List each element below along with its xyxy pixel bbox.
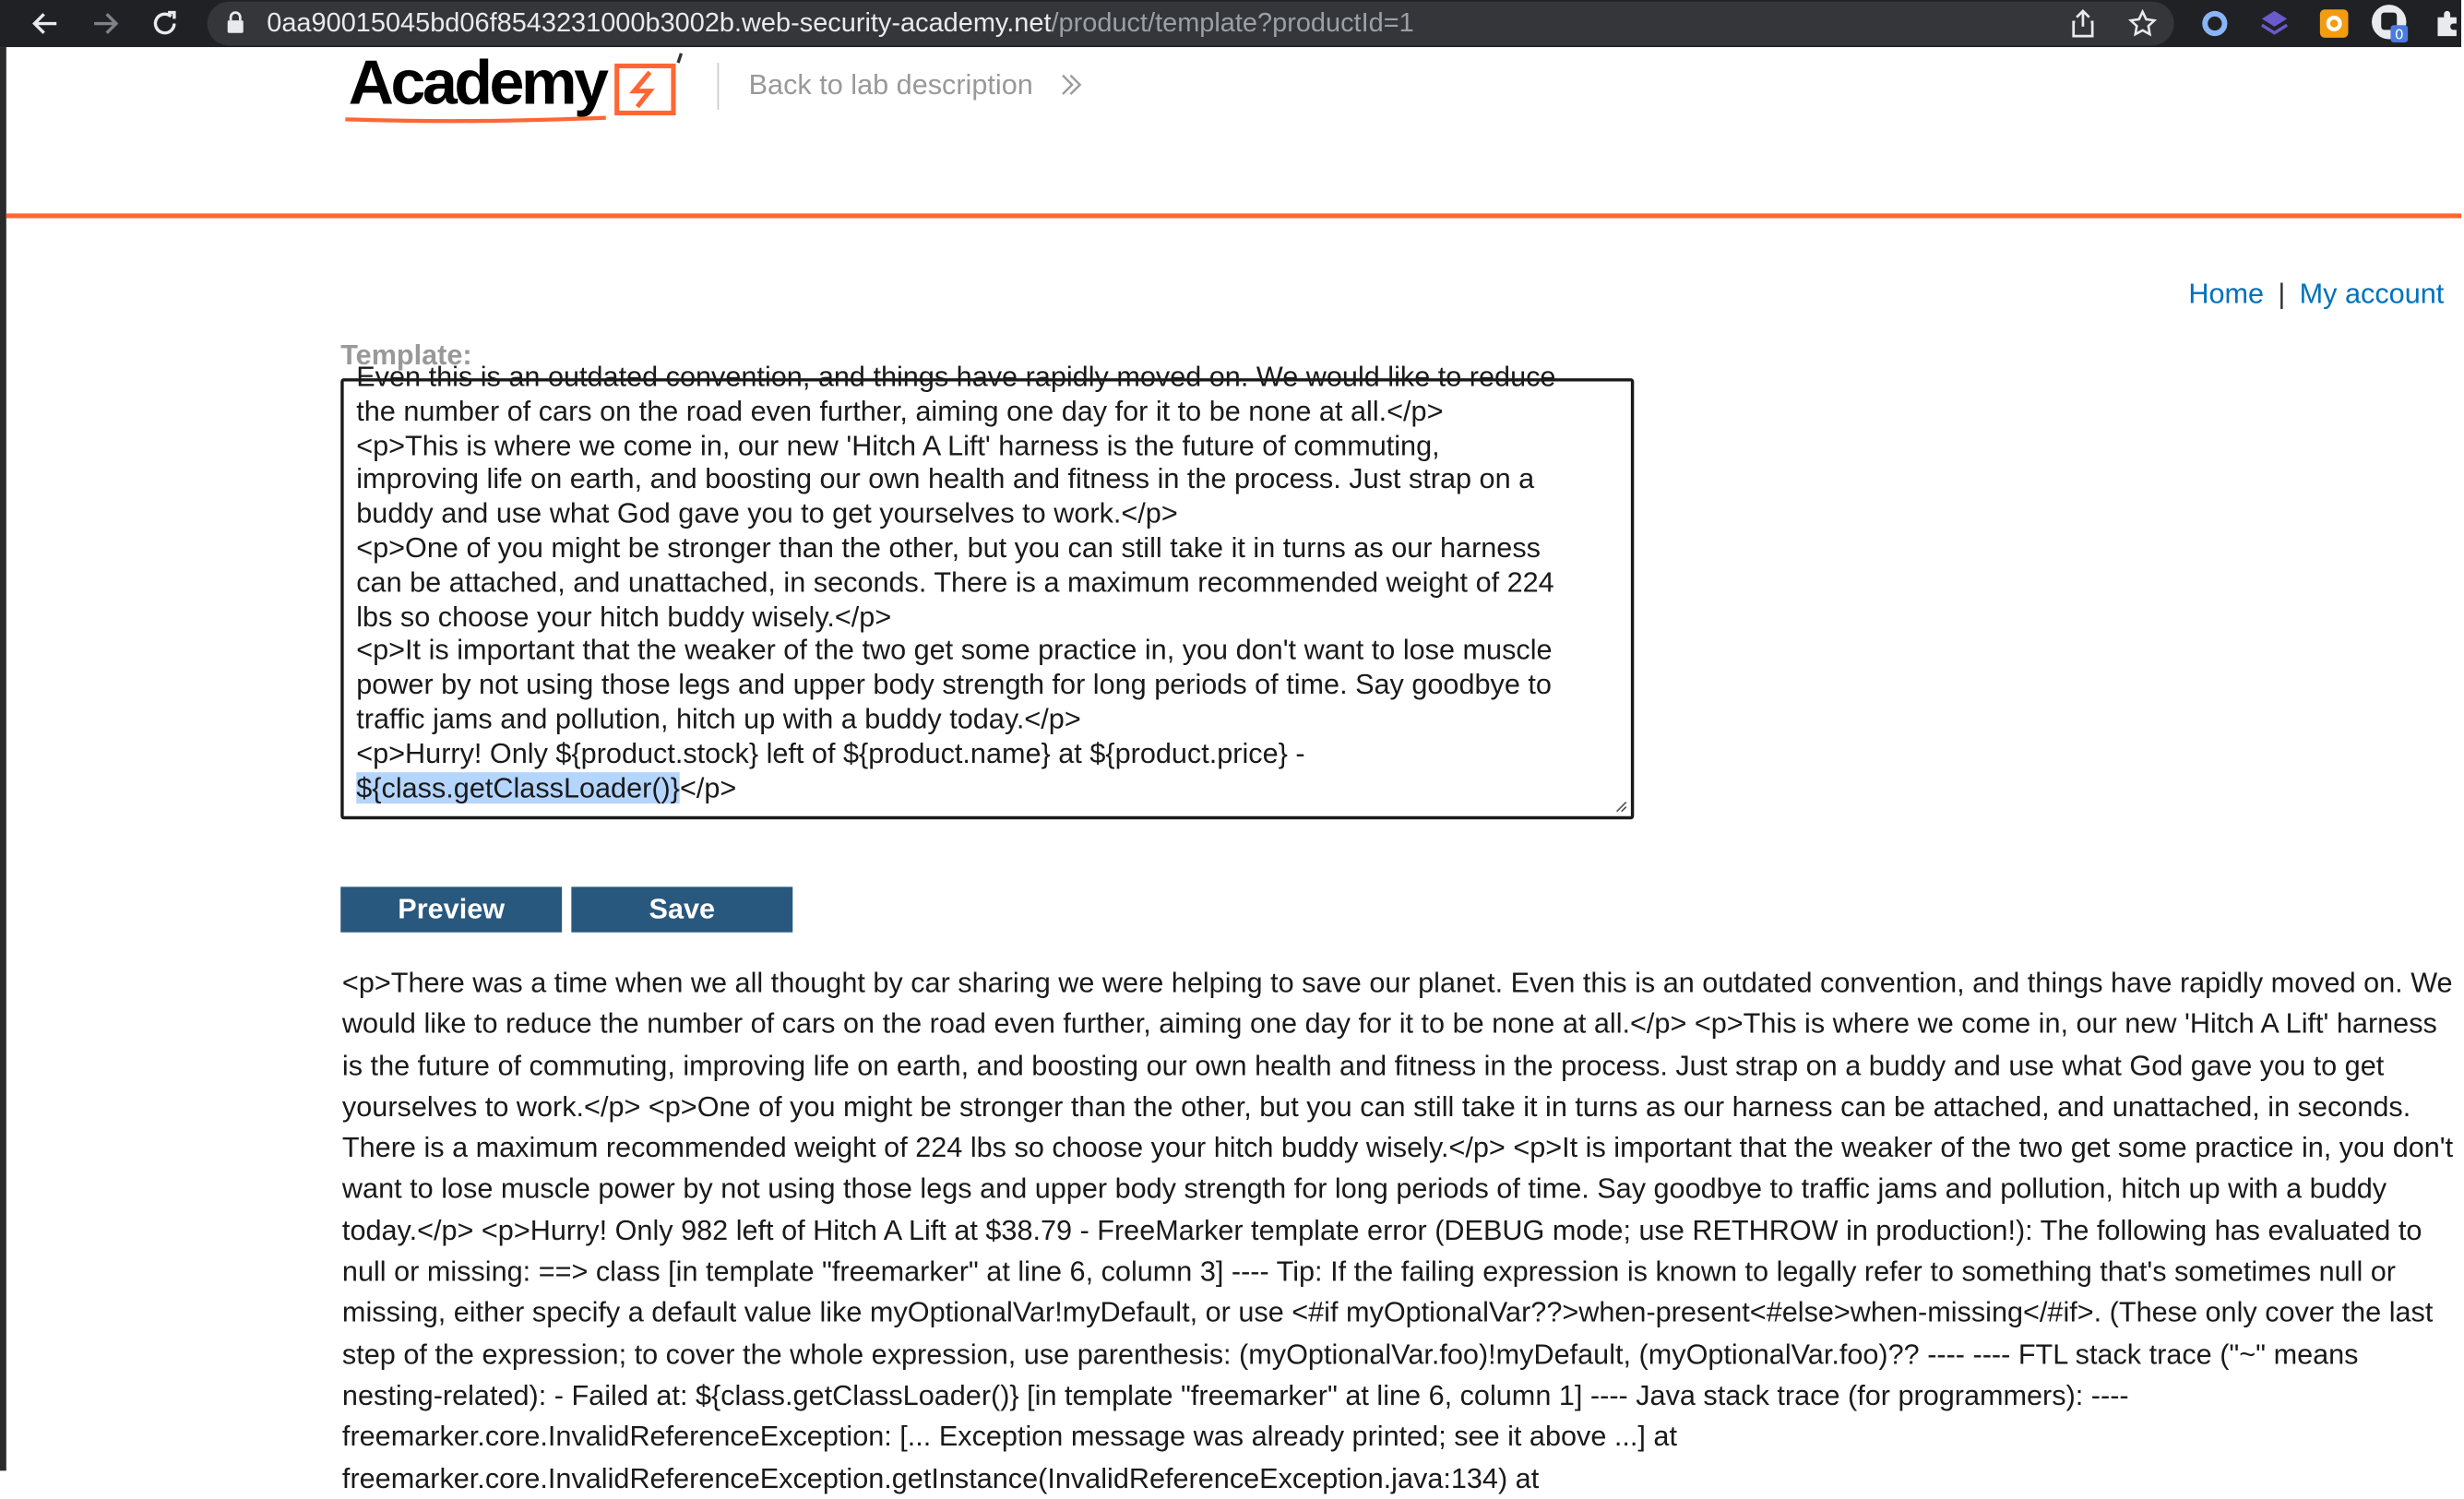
address-bar[interactable] <box>208 2 2174 46</box>
extension-badge-count: 0 <box>2394 26 2404 43</box>
browser-toolbar <box>0 0 2461 47</box>
template-line: buddy and use what God gave you to get yourselves to work.</p> <box>356 497 1178 529</box>
selected-expression: ${class.getClassLoader()} <box>356 771 680 803</box>
template-line: traffic jams and pollution, hitch up with a buddy today.</p> <box>356 703 1081 735</box>
preview-button[interactable]: Preview <box>340 886 562 932</box>
back-to-lab-link[interactable]: Back to lab description <box>748 68 1033 101</box>
reload-icon[interactable] <box>146 5 184 42</box>
template-textarea[interactable] <box>340 361 1634 819</box>
template-line: <p>Hurry! Only ${product.stock} left of ${product.name} at ${product.price} - <box>356 737 1305 769</box>
template-line: power by not using those legs and upper body strength for long periods of time. Say goodbye to <box>356 669 1552 701</box>
share-icon[interactable] <box>2065 6 2100 41</box>
url-host: 0aa90015045bd06f8543231000b3002b.web-security-academy.net <box>267 7 1052 38</box>
template-line: improving life on earth, and boosting our own health and fitness in the process. Just strap on a <box>356 463 1535 495</box>
double-chevron-right-icon[interactable] <box>1058 72 1083 105</box>
resize-handle-icon[interactable] <box>1612 797 1627 813</box>
extension-circle-icon[interactable] <box>2197 6 2232 41</box>
template-preview-output: <p>There was a time when we all thought by car sharing we were helping to save our planet. Even this is an outdated convention, and things have rapidly moved on. We would like to reduce the number of cars on the road even further, aiming one day for it to be none at all.</p> <p>This is where we come in, our new 'Hitch A Lift' harness is the future of commuting, improving life on earth, and boosting our own health and fitness in the process. Just strap on a buddy and use what God gave you to get yourselves to work.</p> <p>One of you might be stronger than the other, but you can still take it in turns as our harness can be attached, and unattached, in seconds. There is a maximum recommended weight of 224 lbs so choose your hitch buddy wisely.</p> <p>It is important that the weaker of the two get some practice in, you don't want to lose muscle power by not using those legs and upper body strength for long periods of time. Say goodbye to traffic jams and pollution, hitch up with a buddy today.</p> <p>Hurry! Only 982 left of Hitch A Lift at $38.79 - FreeMarker template error (DEBUG mode; use RETHROW in production!): The following has evaluated to null or missing: ==> class [in template "freemarker" at line 6, column 3] ---- Tip: If the failing expression is known to legally refer to something that's sometimes null or missing, either specify a default value like myOptionalVar!myDefault, or use <#if myOptionalVar??>when-present<#else>when-missing</#if>. (These only cover the last step of the expression; to cover the whole expression, use parenthesis: (myOptionalVar.foo)!myDefault, (myOptionalVar.foo)?? ---- ---- FTL stack trace ("~" means nesting-related): - Failed at: ${class.getClassLoader()} [in template "freemarker" at line 6, column 1] ---- Java stack trace (for programmers): ---- freemarker.core.InvalidReferenceException: [... Exception message was already printed; see it above ...] at freemarker.core.InvalidReferenceException.getInstance(InvalidReferenceException.java:134) at <box>341 967 2454 1494</box>
lock-icon[interactable] <box>226 11 244 42</box>
window-edge <box>0 47 6 1470</box>
url-text[interactable] <box>267 8 1413 40</box>
url-path: /product/template?productId=1 <box>1051 7 1414 38</box>
template-line: the number of cars on the road even further, aiming one day for it to be none at all.</p> <box>356 395 1444 427</box>
header-accent-rule <box>6 213 2461 218</box>
header-divider <box>718 63 720 110</box>
logo-text: Academy <box>348 48 606 118</box>
extension-layers-icon[interactable] <box>2257 6 2291 41</box>
template-line: Even this is an outdated convention, and things have rapidly moved on. We would like to reduce <box>356 361 1556 393</box>
back-arrow-icon[interactable] <box>27 5 65 42</box>
extension-burp-icon[interactable] <box>2316 6 2351 41</box>
nav-separator: | <box>2278 278 2286 310</box>
template-content <box>356 361 1615 805</box>
template-line: can be attached, and unattached, in seconds. There is a maximum recommended weight of 224 <box>356 565 1554 598</box>
logo-mark-icon <box>342 60 703 125</box>
template-line: <p>It is important that the weaker of the two get some practice in, you don't want to lose muscle <box>356 635 1553 667</box>
extension-profile-icon[interactable] <box>2374 6 2408 41</box>
account-nav <box>2188 278 2444 311</box>
extensions-puzzle-icon[interactable] <box>2430 6 2464 41</box>
save-button[interactable]: Save <box>571 886 792 932</box>
template-line <box>356 771 1615 805</box>
home-link[interactable]: Home <box>2188 278 2265 310</box>
my-account-link[interactable]: My account <box>2299 278 2445 310</box>
template-line: <p>This is where we come in, our new 'Hitch A Lift' harness is the future of commuting, <box>356 429 1440 461</box>
forward-arrow-icon[interactable] <box>87 5 125 42</box>
template-line: lbs so choose your hitch buddy wisely.</p> <box>356 600 892 632</box>
template-line-tail: </p> <box>679 771 737 803</box>
bookmark-star-icon[interactable] <box>2125 6 2160 41</box>
template-line: <p>One of you might be stronger than the other, but you can still take it in turns as our harness <box>356 531 1541 564</box>
template-label: Template: <box>340 339 472 371</box>
